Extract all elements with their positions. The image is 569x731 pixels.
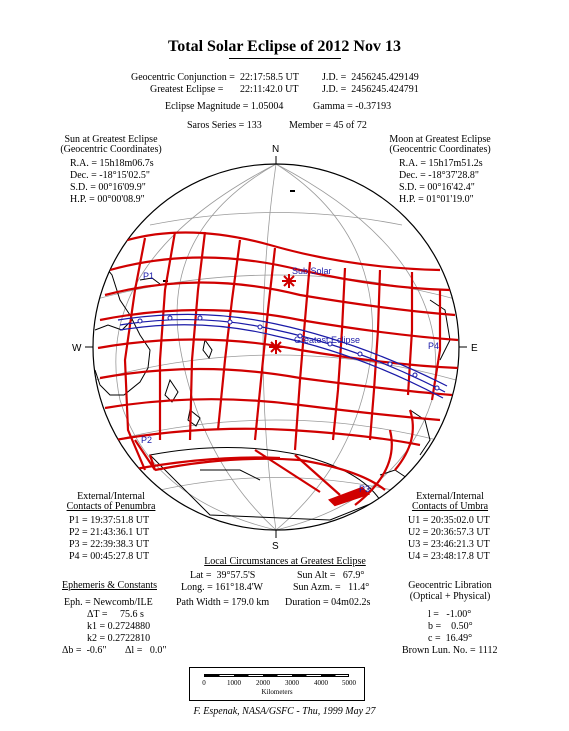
umbra-u4: U4 = 23:48:17.8 UT (408, 551, 490, 562)
sun-ra: R.A. = 15h18m06.7s (70, 158, 154, 169)
gamma: Gamma = -0.37193 (313, 101, 392, 112)
local-sun-alt: Sun Alt = 67.9° (297, 570, 365, 581)
greatest-eclipse-marker (269, 340, 283, 354)
scale-tick: 4000 (314, 679, 328, 687)
sub-solar-marker (282, 274, 296, 288)
greatest-eclipse-jd: J.D. = 2456245.424791 (322, 84, 419, 95)
totality-path (118, 314, 447, 398)
local-duration: Duration = 04m02.2s (285, 597, 371, 608)
eclipse-magnitude: Eclipse Magnitude = 1.05004 (165, 101, 284, 112)
ephemeris-delta-t: ΔT = 75.6 s (87, 609, 144, 620)
greatest-eclipse-label: Greatest Eclipse = (150, 84, 224, 95)
p3-label: P3 (359, 484, 371, 494)
scale-unit: Kilometers (261, 688, 293, 696)
scale-tick: 1000 (227, 679, 241, 687)
brown-lunation-number: Brown Lun. No. = 1112 (402, 645, 498, 656)
umbra-u3: U3 = 23:46:21.3 UT (408, 539, 490, 550)
moon-sd: S.D. = 00°16'42.4" (399, 182, 475, 193)
conjunction-label: Geocentric Conjunction = (131, 72, 235, 83)
moon-heading: Moon at Greatest Eclipse (389, 134, 491, 145)
page-title: Total Solar Eclipse of 2012 Nov 13 (168, 38, 401, 55)
north-label: N (272, 144, 280, 155)
greatest-eclipse-label: Greatest Eclipse (294, 335, 361, 345)
local-path-width: Path Width = 179.0 km (176, 597, 270, 608)
penumbra-subheading: Contacts of Penumbra (66, 501, 156, 512)
penumbra-p1: P1 = 19:37:51.8 UT (69, 515, 150, 526)
libration-subheading: (Optical + Physical) (409, 591, 491, 602)
libration-l: l = -1.00° (428, 609, 472, 620)
small-island (290, 190, 295, 192)
penumbra-p4: P4 = 00:45:27.8 UT (69, 551, 150, 562)
moon-subheading: (Geocentric Coordinates) (389, 144, 491, 155)
libration-c: c = 16.49° (428, 633, 473, 644)
credit: F. Espenak, NASA/GSFC - Thu, 1999 May 27 (193, 706, 376, 717)
conjunction-value: 22:17:58.5 UT (240, 72, 299, 83)
scale-bar (204, 674, 349, 677)
penumbra-p2: P2 = 21:43:36.1 UT (69, 527, 150, 538)
penumbra-p3: P3 = 22:39:38.3 UT (69, 539, 150, 550)
east-label: E (471, 343, 478, 354)
umbra-heading: External/Internal (416, 491, 484, 502)
moon-dec: Dec. = -18°37'28.8" (399, 170, 479, 181)
greatest-eclipse-value: 22:11:42.0 UT (240, 84, 299, 95)
scale-tick: 5000 (342, 679, 356, 687)
ephemeris-heading: Ephemeris & Constants (62, 580, 157, 591)
moon-ra: R.A. = 15h17m51.2s (399, 158, 483, 169)
umbra-subheading: Contacts of Umbra (411, 501, 489, 512)
umbra-u1: U1 = 20:35:02.0 UT (408, 515, 490, 526)
conjunction-jd: J.D. = 2456245.429149 (322, 72, 419, 83)
sun-sd: S.D. = 00°16'09.9" (70, 182, 146, 193)
p2-label: P2 (141, 435, 153, 445)
ephemeris-eph: Eph. = Newcomb/ILE (64, 597, 153, 608)
sun-subheading: (Geocentric Coordinates) (60, 144, 162, 155)
local-sun-azm: Sun Azm. = 11.4° (293, 582, 370, 593)
local-lat: Lat = 39°57.5'S (190, 570, 256, 581)
scale-tick: 2000 (256, 679, 270, 687)
ephemeris-k2: k2 = 0.2722810 (87, 633, 151, 644)
south-label: S (272, 541, 279, 552)
ephemeris-delta-b: Δb = -0.6" (62, 645, 107, 656)
penumbra-heading: External/Internal (77, 491, 145, 502)
ephemeris-k1: k1 = 0.2724880 (87, 621, 151, 632)
ephemeris-delta-l: Δl = 0.0" (125, 645, 167, 656)
umbra-u2: U2 = 20:36:57.3 UT (408, 527, 490, 538)
p1-label: P1 (143, 271, 155, 281)
libration-b: b = 0.50° (428, 621, 473, 632)
sun-hp: H.P. = 00°00'08.9" (70, 194, 145, 205)
scale-tick: 0 (202, 679, 206, 687)
saros-member: Member = 45 of 72 (289, 120, 367, 131)
moon-hp: H.P. = 01°01'19.0" (399, 194, 474, 205)
west-label: W (72, 343, 82, 354)
sub-solar-label: Sub Solar (292, 266, 332, 276)
scale-tick: 3000 (285, 679, 299, 687)
sun-heading: Sun at Greatest Eclipse (64, 134, 158, 145)
libration-heading: Geocentric Libration (408, 580, 492, 591)
p4-label: P4 (428, 341, 440, 351)
saros-series: Saros Series = 133 (187, 120, 262, 131)
sun-dec: Dec. = -18°15'02.5" (70, 170, 150, 181)
local-long: Long. = 161°18.4'W (181, 582, 263, 593)
local-heading: Local Circumstances at Greatest Eclipse (204, 556, 366, 567)
